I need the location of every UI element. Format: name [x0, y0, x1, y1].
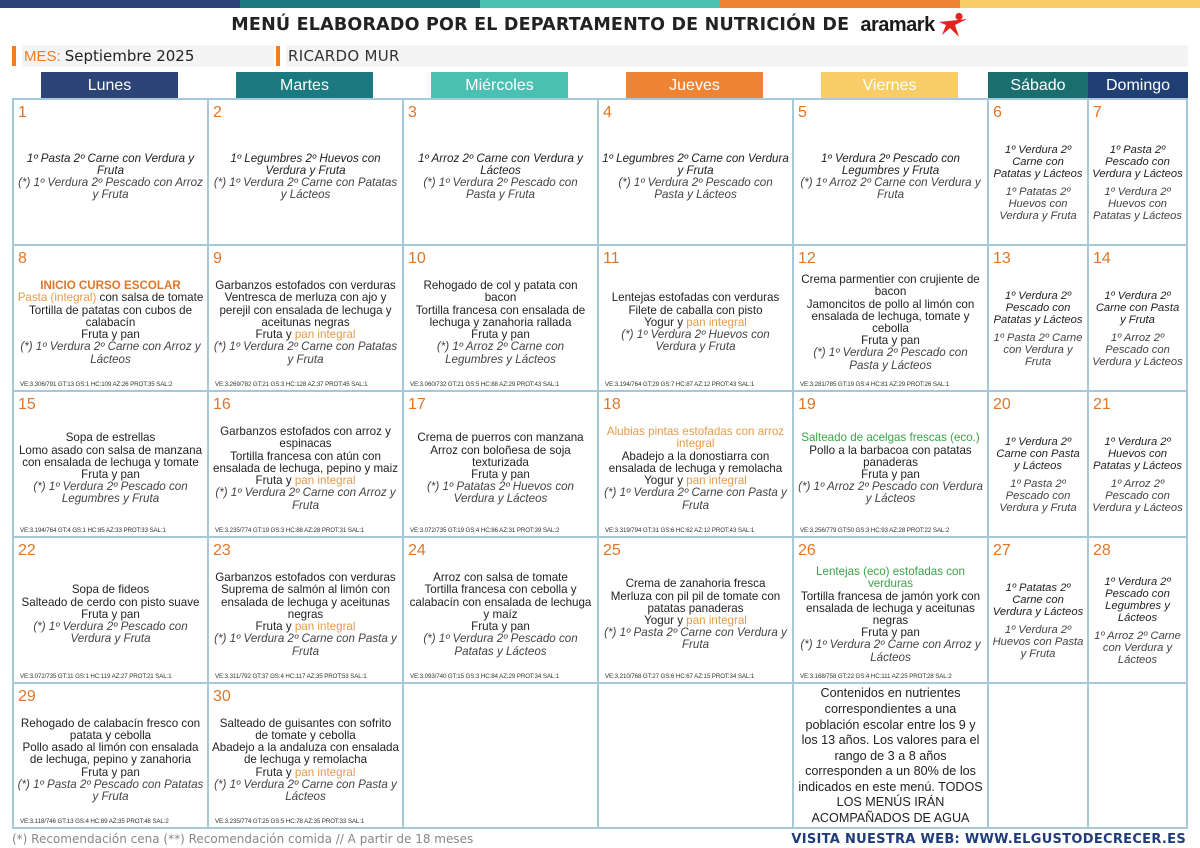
weekend-dinner: 1º Arroz 2º Carne con Verdura y Lácteos — [1094, 630, 1181, 666]
menu-dish: Filete de caballa con pisto — [628, 303, 763, 317]
dinner-recommendation: (*) 1º Verdura 2º Carne con Pasta y Fruta — [604, 486, 787, 512]
month-label: MES: — [24, 47, 61, 65]
nutrition-values: VE:3.256/779 GT:50 GS:3 HC:93 AZ:28 PROT:22 SAL:2 — [800, 527, 950, 534]
nutrition-values: VE:3.194/764 GT:29 GS:7 HC:87 AZ:12 PROT:43 SAL:1 — [605, 381, 755, 388]
nutrition-values: VE:3.235/774 GT:19 GS:3 HC:88 AZ:28 PROT:31 SAL:1 — [215, 527, 365, 534]
day-menu — [797, 686, 984, 826]
day-number: 18 — [603, 396, 621, 413]
day-cell — [14, 538, 209, 684]
weekend-dinner: 1º Verdura 2º Huevos con Pasta y Fruta — [992, 624, 1084, 660]
dinner-recommendation: (*) 1º Verdura 2º Pescado con Pasta y Lácteos — [813, 346, 968, 372]
nutrition-values: VE:3.311/792 GT:37 GS:4 HC:117 AZ:35 PROT:53 SAL:1 — [215, 673, 367, 680]
day-number: 2 — [213, 104, 222, 121]
day-cell — [404, 538, 599, 684]
nutrition-values: VE:3.168/758 GT:22 GS:4 HC:111 AZ:25 PROT:28 SAL:2 — [800, 673, 952, 680]
menu-line-part: Fruta y — [255, 620, 295, 634]
strip-segment-1 — [0, 0, 240, 8]
menu-dish: Lomo asado con salsa de manzana con ensalada de lechuga y tomate — [18, 443, 203, 469]
nutrition-values: VE:3.306/791 GT:13 GS:1 HC:109 AZ:26 PROT:35 SAL:2 — [20, 381, 173, 388]
menu-line-part: Pasta (integral) — [17, 291, 97, 305]
day-menu — [797, 268, 984, 378]
day-menu — [602, 414, 789, 524]
day-number: 27 — [993, 542, 1011, 559]
weekday-headers — [12, 72, 1188, 100]
day-number: 16 — [213, 396, 231, 413]
day-menu — [407, 268, 594, 378]
header-viernes: Viernes — [821, 72, 958, 100]
menu-line-part: pan integral — [686, 474, 747, 488]
menu-dish: Garbanzos estofados con verduras — [215, 571, 396, 585]
day-menu — [992, 564, 1084, 678]
header-miercoles: Miércoles — [431, 72, 568, 100]
dinner-recommendation: (*) 1º Verdura 2º Pescado con Pasta y Lácteos — [618, 176, 773, 202]
menu-line-part: pan integral — [294, 328, 356, 342]
day-number: 6 — [993, 104, 1002, 121]
day-cell — [1089, 100, 1186, 246]
day-cell — [1089, 538, 1186, 684]
menu-line-part: Yogur y — [644, 614, 687, 627]
menu-dish: 1º Arroz 2º Carne con Verdura y Lácteos — [418, 151, 583, 177]
dinner-recommendation: (*) 1º Patatas 2º Huevos con Verdura y Lácteos — [426, 480, 575, 506]
day-number: 29 — [18, 688, 36, 705]
day-cell — [14, 392, 209, 538]
day-number: 21 — [1093, 396, 1111, 413]
nutrition-values: VE:3.194/764 GT:4 GS:1 HC:85 AZ:33 PROT:33 SAL:1 — [20, 527, 166, 534]
dinner-recommendation: (*) 1º Arroz 2º Carne con Legumbres y Lácteos — [436, 340, 565, 366]
day-cell — [209, 538, 404, 684]
aramark-star-person-icon — [937, 12, 969, 38]
menu-title: MENÚ ELABORADO POR EL DEPARTAMENTO DE NUTRICIÓN DE — [231, 15, 850, 35]
school-accent-bar — [276, 46, 280, 66]
day-menu — [1092, 272, 1183, 386]
menu-line-part: Fruta y — [255, 328, 295, 342]
day-cell — [989, 684, 1089, 827]
day-number: 19 — [798, 396, 816, 413]
weekend-dinner: 1º Pasta 2º Pescado con Verdura y Fruta — [999, 478, 1077, 514]
day-number: 9 — [213, 250, 222, 267]
menu-dish: 1º Verdura 2º Pescado con Legumbres y Fruta — [821, 151, 960, 177]
logo-wordmark: aramark — [860, 13, 935, 36]
day-cell — [209, 392, 404, 538]
day-cell — [404, 100, 599, 246]
dinner-recommendation: (*) 1º Verdura 2º Huevos con Verdura y Fruta — [621, 328, 770, 354]
nutrition-values: VE:3.060/732 GT:21 GS:5 HC:88 AZ:29 PROT:43 SAL:1 — [410, 381, 560, 388]
day-menu — [407, 122, 594, 232]
day-number: 28 — [1093, 542, 1111, 559]
menu-dish: Merluza con pil pil de tomate con patatas panaderas — [610, 589, 781, 615]
month-value: Septiembre 2025 — [64, 47, 195, 65]
day-cell — [1089, 392, 1186, 538]
nutrition-values: VE:3.235/774 GT:25 GS:5 HC:78 AZ:35 PROT:33 SAL:1 — [215, 818, 365, 825]
menu-line-part: pan integral — [294, 765, 356, 779]
day-cell — [599, 246, 794, 392]
menu-dish: Tortilla francesa con atún con ensalada de lechuga, pepino y maiz — [213, 449, 398, 475]
day-number: 14 — [1093, 250, 1111, 267]
menu-dish: Salteado de acelgas frescas (eco.) — [801, 431, 980, 445]
day-cell — [599, 100, 794, 246]
nutrition-values: VE:3.269/782 GT:21 GS:3 HC:128 AZ:37 PROT:45 SAL:1 — [215, 381, 368, 388]
menu-line-part: pan integral — [686, 614, 747, 627]
weekend-lunch: 1º Verdura 2º Huevos con Patatas y Lácteos — [1093, 436, 1182, 472]
menu-dish: Rehogado de calabacín fresco con patata y cebolla — [20, 716, 201, 742]
day-number: 3 — [408, 104, 417, 121]
day-cell — [14, 246, 209, 392]
dinner-recommendation: (*) 1º Verdura 2º Pescado con Pasta y Fruta — [423, 176, 578, 202]
menu-dish: Pollo asado al limón con ensalada de lechuga, pepino y zanahoria — [22, 741, 199, 767]
strip-segment-2 — [240, 0, 480, 8]
menu-line-part: Yogur y — [644, 474, 687, 488]
menu-dish: Fruta y pan — [81, 328, 140, 342]
day-number: 12 — [798, 250, 816, 267]
school-info — [276, 45, 1188, 67]
day-number: 8 — [18, 250, 27, 267]
weekend-lunch: 1º Verdura 2º Pescado con Legumbres y Lácteos — [1104, 576, 1171, 624]
footer-legend: (*) Recomendación cena (**) Recomendación comida // A partir de 18 meses — [12, 832, 474, 846]
day-cell — [794, 538, 989, 684]
dinner-recommendation: (*) 1º Verdura 2º Pescado con Verdura y Fruta — [33, 620, 188, 646]
day-number: 17 — [408, 396, 426, 413]
day-cell — [404, 246, 599, 392]
day-menu — [1092, 564, 1183, 678]
menu-dish: Jamoncitos de pollo al limón con ensalada de lechuga, tomate y cebolla — [806, 297, 975, 335]
nutrition-values: VE:3.210/768 GT:27 GS:6 HC:67 AZ:15 PROT:34 SAL:1 — [605, 673, 755, 680]
nutrition-values: VE:3.118/746 GT:13 GS:4 HC:89 AZ:35 PROT:48 SAL:2 — [20, 818, 169, 825]
menu-dish: Sopa de estrellas — [65, 431, 156, 445]
day-menu — [17, 122, 204, 232]
menu-dish: Lentejas (eco) estofadas con verduras — [816, 565, 965, 591]
day-number: 26 — [798, 542, 816, 559]
day-cell — [599, 538, 794, 684]
day-number: 7 — [1093, 104, 1102, 121]
day-number: 11 — [603, 250, 620, 267]
day-cell — [794, 392, 989, 538]
school-box — [286, 45, 1188, 67]
menu-dish: Tortilla de patatas con cubos de calabacín — [28, 303, 193, 329]
menu-dish: Abadejo a la andaluza con ensalada de lechuga y remolacha — [212, 741, 399, 767]
day-cell — [404, 392, 599, 538]
day-menu — [992, 272, 1084, 386]
day-cell — [989, 246, 1089, 392]
day-cell — [794, 684, 989, 827]
day-cell — [599, 392, 794, 538]
dinner-recommendation: (*) 1º Verdura 2º Carne con Pasta y Lácteos — [214, 777, 397, 803]
header-jueves: Jueves — [626, 72, 763, 100]
day-cell — [209, 684, 404, 827]
day-number: 22 — [18, 542, 36, 559]
day-menu — [1092, 126, 1183, 240]
weekend-lunch: 1º Verdura 2º Pescado con Patatas y Lácteos — [993, 290, 1083, 326]
day-cell — [989, 538, 1089, 684]
day-number: 5 — [798, 104, 807, 121]
menu-dish: Alubias pintas estofadas con arroz integral — [606, 425, 785, 451]
weekend-dinner: 1º Patatas 2º Huevos con Verdura y Fruta — [999, 186, 1077, 222]
day-menu — [602, 706, 789, 815]
footer-website: VISITA NUESTRA WEB: WWW.ELGUSTODECRECER.ES — [791, 832, 1186, 847]
month-info — [12, 45, 274, 67]
header-domingo: Domingo — [1088, 72, 1188, 100]
day-cell — [989, 100, 1089, 246]
day-menu — [17, 706, 204, 815]
day-menu — [797, 560, 984, 670]
aramark-logo — [860, 12, 968, 38]
menu-dish: Fruta y pan — [81, 765, 140, 779]
day-menu — [1092, 418, 1183, 532]
menu-dish: Fruta y pan — [861, 468, 920, 481]
menu-calendar-grid — [12, 98, 1188, 829]
menu-dish: Rehogado de col y patata con bacon — [423, 279, 578, 305]
top-color-strip — [0, 0, 1200, 8]
day-menu — [407, 414, 594, 524]
day-menu — [602, 560, 789, 670]
menu-line-part: pan integral — [686, 315, 747, 329]
day-cell — [209, 100, 404, 246]
dinner-recommendation: (*) 1º Pasta 2º Carne con Verdura y Fruta — [604, 626, 787, 652]
day-cell — [989, 392, 1089, 538]
weekend-dinner: 1º Pasta 2º Carne con Verdura y Fruta — [993, 332, 1083, 368]
menu-dish: Garbanzos estofados con arroz y espinacas — [220, 425, 391, 451]
day-cell — [1089, 246, 1186, 392]
menu-dish: Crema parmentier con crujiente de bacon — [801, 273, 980, 299]
nutrition-values: VE:3.319/794 GT:31 GS:6 HC:62 AZ:12 PROT:43 SAL:1 — [605, 527, 755, 534]
menu-title-row — [0, 12, 1200, 42]
weekend-dinner: 1º Arroz 2º Pescado con Verdura y Lácteos — [1092, 332, 1183, 368]
weekend-lunch: 1º Verdura 2º Carne con Patatas y Lácteos — [993, 144, 1083, 180]
header-sabado: Sábado — [988, 72, 1088, 100]
strip-segment-5 — [960, 0, 1200, 8]
dinner-recommendation: (*) 1º Verdura 2º Pescado con Patatas y Lácteos — [423, 632, 578, 658]
dinner-recommendation: (*) 1º Verdura 2º Carne con Arroz y Fruta — [215, 486, 396, 512]
day-menu — [1092, 710, 1183, 823]
menu-line-part: Fruta y — [255, 474, 295, 488]
menu-dish: Crema de puerros con manzana — [417, 431, 584, 445]
day-menu — [602, 268, 789, 378]
day-menu — [17, 268, 204, 378]
day-cell — [209, 246, 404, 392]
day-menu — [992, 710, 1084, 823]
weekend-lunch: 1º Verdura 2º Carne con Pasta y Fruta — [1095, 290, 1180, 326]
menu-dish: 1º Pasta 2º Carne con Verdura y Fruta — [26, 151, 195, 177]
menu-dish: Fruta y pan — [861, 626, 920, 640]
month-accent-bar — [12, 46, 16, 66]
dinner-recommendation: (*) 1º Verdura 2º Pescado con Legumbres y Fruta — [33, 480, 188, 506]
menu-dish: Crema de zanahoria fresca — [625, 577, 766, 591]
day-menu — [602, 122, 789, 232]
dinner-recommendation: (*) 1º Verdura 2º Carne con Arroz y Lácteos — [800, 638, 981, 664]
header-martes: Martes — [236, 72, 373, 100]
menu-dish: Arroz con salsa de tomate — [433, 571, 568, 585]
menu-dish: Fruta y pan — [861, 334, 920, 348]
menu-line-part: pan integral — [294, 474, 356, 488]
day-cell — [1089, 684, 1186, 827]
day-number: 15 — [18, 396, 36, 413]
menu-line-part: pan integral — [294, 620, 356, 634]
dinner-recommendation: (*) 1º Pasta 2º Pescado con Patatas y Fruta — [17, 777, 204, 803]
menu-dish: Fruta y pan — [81, 607, 140, 621]
menu-dish: Abadejo a la donostiarra con ensalada de lechuga y remolacha — [608, 449, 783, 475]
day-menu — [407, 706, 594, 815]
menu-dish: Suprema de salmón al limón con ensalada de lechuga y aceitunas negras — [221, 583, 390, 621]
day-menu — [212, 706, 399, 815]
menu-line-part: Yogur y — [644, 315, 687, 329]
weekend-lunch: 1º Verdura 2º Carne con Pasta y Lácteos — [996, 436, 1080, 472]
menu-dish: Salteado de guisantes con sofrito de tomate y cebolla — [219, 716, 392, 742]
school-start-label: INICIO CURSO ESCOLAR — [40, 279, 181, 293]
day-cell — [14, 100, 209, 246]
day-menu — [17, 414, 204, 524]
weekend-dinner: 1º Verdura 2º Huevos con Patatas y Lácteos — [1093, 186, 1182, 222]
day-number: 1 — [18, 104, 27, 121]
menu-dish: 1º Legumbres 2º Huevos con Verdura y Fruta — [230, 151, 381, 177]
dinner-recommendation: (*) 1º Verdura 2º Carne con Arroz y Lácteos — [20, 340, 201, 366]
menu-dish: Arroz con boloñesa de soja texturizada — [430, 443, 571, 469]
day-number: 4 — [603, 104, 612, 121]
day-number: 30 — [213, 688, 231, 705]
nutrition-values: VE:3.072/735 GT:11 GS:1 HC:119 AZ:27 PROT:21 SAL:1 — [20, 673, 172, 680]
dinner-recommendation: (*) 1º Verdura 2º Carne con Pasta y Fruta — [214, 632, 397, 658]
menu-line — [18, 292, 204, 304]
strip-segment-4 — [720, 0, 960, 8]
day-menu — [212, 122, 399, 232]
menu-dish: Fruta y pan — [81, 468, 140, 481]
menu-dish: Tortilla francesa de jamón york con ensalada de lechuga y aceitunas negras — [800, 589, 981, 627]
menu-line-part: con salsa de tomate — [96, 291, 204, 305]
day-menu — [17, 560, 204, 670]
nutrition-values: VE:3.093/740 GT:15 GS:3 HC:84 AZ:29 PROT:34 SAL:1 — [410, 673, 560, 680]
menu-dish: Tortilla francesa con ensalada de lechuga y zanahoria rallada — [415, 303, 586, 329]
day-menu — [992, 126, 1084, 240]
menu-dish: Fruta y pan — [471, 468, 530, 481]
menu-line-part: Fruta y — [255, 765, 295, 779]
header-lunes: Lunes — [41, 72, 178, 100]
weekend-lunch: 1º Patatas 2º Carne con Verdura y Lácteos — [992, 582, 1084, 618]
day-menu — [212, 560, 399, 670]
dinner-recommendation: (*) 1º Verdura 2º Pescado con Arroz y Fruta — [18, 176, 203, 202]
day-menu — [797, 414, 984, 524]
day-number: 23 — [213, 542, 231, 559]
day-menu — [992, 418, 1084, 532]
day-menu — [212, 268, 399, 378]
day-number: 24 — [408, 542, 426, 559]
strip-segment-3 — [480, 0, 720, 8]
nutrition-note: Contenidos en nutrientes correspondientes a una población escolar entre los 9 y los 13 años. Los valores para el rango de 3 a 8 años corresponden a un 80% de los indicados en este menú. TODOS LOS MENÚS IRÁN ACOMPAÑADOS DE AGUA — [798, 686, 983, 826]
menu-dish: Garbanzos estofados con verduras — [215, 279, 396, 293]
weekend-dinner: 1º Arroz 2º Pescado con Verdura y Lácteos — [1092, 478, 1183, 514]
menu-dish: Salteado de cerdo con pisto suave — [21, 595, 200, 609]
day-cell — [14, 684, 209, 827]
menu-dish: Fruta y pan — [471, 620, 530, 634]
menu-dish: 1º Legumbres 2º Carne con Verdura y Fruta — [602, 151, 789, 177]
day-cell — [794, 246, 989, 392]
menu-dish: Pollo a la barbacoa con patatas panaderas — [809, 443, 972, 469]
day-cell — [599, 684, 794, 827]
day-menu — [797, 122, 984, 232]
school-name: RICARDO MUR — [288, 47, 400, 65]
menu-dish: Sopa de fideos — [71, 583, 150, 597]
dinner-recommendation: (*) 1º Verdura 2º Carne con Patatas y Lácteos — [213, 176, 398, 202]
dinner-recommendation: (*) 1º Verdura 2º Carne con Patatas y Fruta — [213, 340, 398, 366]
day-menu — [407, 560, 594, 670]
menu-dish: Lentejas estofadas con verduras — [611, 291, 780, 305]
nutrition-values: VE:3.072/735 GT:19 GS:4 HC:86 AZ:31 PROT:39 SAL:2 — [410, 527, 560, 534]
day-cell — [794, 100, 989, 246]
month-box — [22, 45, 274, 67]
nutrition-values: VE:3.281/785 GT:19 GS:4 HC:81 AZ:29 PROT:26 SAL:1 — [800, 381, 950, 388]
dinner-recommendation: (*) 1º Arroz 2º Carne con Verdura y Fruta — [800, 176, 981, 202]
dinner-recommendation: (*) 1º Arroz 2º Pescado con Verdura y Lácteos — [798, 480, 983, 506]
menu-dish: Tortilla francesa con cebolla y calabacín con ensalada de lechuga y maíz — [409, 583, 592, 621]
day-number: 20 — [993, 396, 1011, 413]
menu-dish: Fruta y pan — [471, 328, 530, 342]
menu-dish: Ventresca de merluza con ajo y perejil con ensalada de lechuga y aceitunas negras — [219, 291, 392, 329]
weekend-lunch: 1º Pasta 2º Pescado con Verdura y Lácteos — [1092, 144, 1183, 180]
day-number: 13 — [993, 250, 1011, 267]
menu-line — [256, 767, 356, 779]
day-menu — [212, 414, 399, 524]
day-cell — [404, 684, 599, 827]
day-number: 25 — [603, 542, 621, 559]
day-number: 10 — [408, 250, 426, 267]
